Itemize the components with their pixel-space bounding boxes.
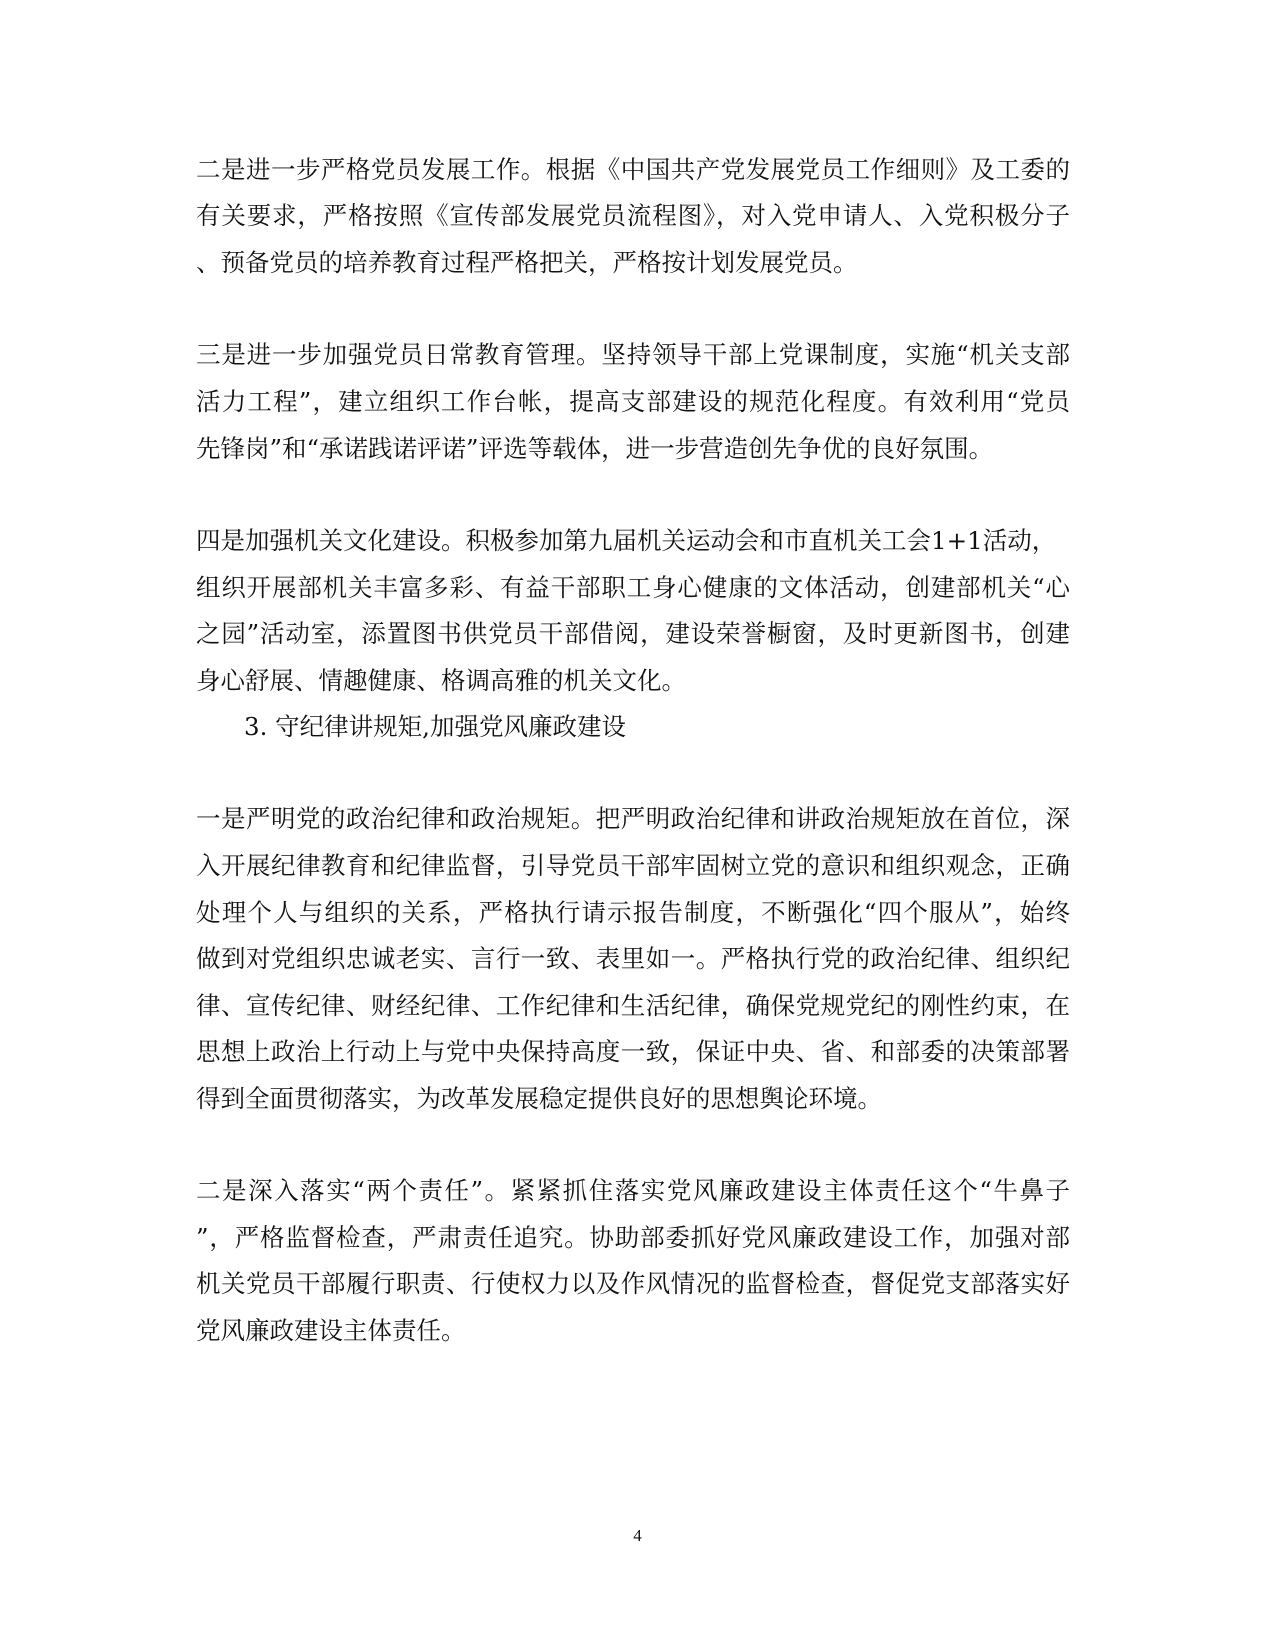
- paragraph-line: 之园”活动室，添置图书供党员干部借阅，建设荣誉橱窗，及时更新图书，创建: [196, 619, 1070, 648]
- paragraph-line: 律、宣传纪律、财经纪律、工作纪律和生活纪律，确保党规党纪的刚性约束，在: [196, 991, 1070, 1020]
- paragraph-line: 身心舒展、情趣健康、格调高雅的机关文化。: [196, 666, 686, 695]
- paragraph-line: 入开展纪律教育和纪律监督，引导党员干部牢固树立党的意识和组织观念，正确: [196, 851, 1070, 880]
- paragraph-line: 二是深入落实“两个责任”。紧紧抓住落实党风廉政建设主体责任这个“牛鼻子: [196, 1176, 1070, 1205]
- paragraph-line: 三是进一步加强党员日常教育管理。坚持领导干部上党课制度，实施“机关支部: [196, 340, 1070, 369]
- paragraph-line: 先锋岗”和“承诺践诺评诺”评选等载体，进一步营造创先争优的良好氛围。: [196, 434, 994, 463]
- paragraph-line: 组织开展部机关丰富多彩、有益干部职工身心健康的文体活动，创建部机关“心: [196, 573, 1070, 602]
- paragraph-line: 得到全面贯彻落实，为改革发展稳定提供良好的思想舆论环境。: [196, 1084, 882, 1113]
- section-heading: 3. 守纪律讲规矩,加强党风廉政建设: [244, 712, 626, 741]
- paragraph-line: 有关要求，严格按照《宣传部发展党员流程图》，对入党申请人、入党积极分子: [196, 201, 1070, 230]
- paragraph-line: 党风廉政建设主体责任。: [196, 1316, 466, 1345]
- paragraph-line: 机关党员干部履行职责、行使权力以及作风情况的监督检查，督促党支部落实好: [196, 1269, 1070, 1298]
- paragraph-line: 活力工程”，建立组织工作台帐，提高支部建设的规范化程度。有效利用“党员: [196, 387, 1070, 416]
- paragraph-line: 、预备党员的培养教育过程严格把关，严格按计划发展党员。: [196, 248, 858, 277]
- paragraph-line: 四是加强机关文化建设。积极参加第九届机关运动会和市直机关工会1+1活动，: [196, 526, 1057, 555]
- paragraph-line: 处理个人与组织的关系，严格执行请示报告制度，不断强化“四个服从”，始终: [196, 898, 1070, 927]
- paragraph-line: 做到对党组织忠诚老实、言行一致、表里如一。严格执行党的政治纪律、组织纪: [196, 944, 1070, 973]
- paragraph-line: 二是进一步严格党员发展工作。根据《中国共产党发展党员工作细则》及工委的: [196, 155, 1070, 184]
- page-number: 4: [633, 1526, 642, 1545]
- paragraph-line: 一是严明党的政治纪律和政治规矩。把严明政治纪律和讲政治规矩放在首位，深: [196, 804, 1070, 833]
- paragraph-line: 思想上政治上行动上与党中央保持高度一致，保证中央、省、和部委的决策部署: [196, 1037, 1070, 1066]
- paragraph-line: ”，严格监督检查，严肃责任追究。协助部委抓好党风廉政建设工作，加强对部: [196, 1223, 1070, 1252]
